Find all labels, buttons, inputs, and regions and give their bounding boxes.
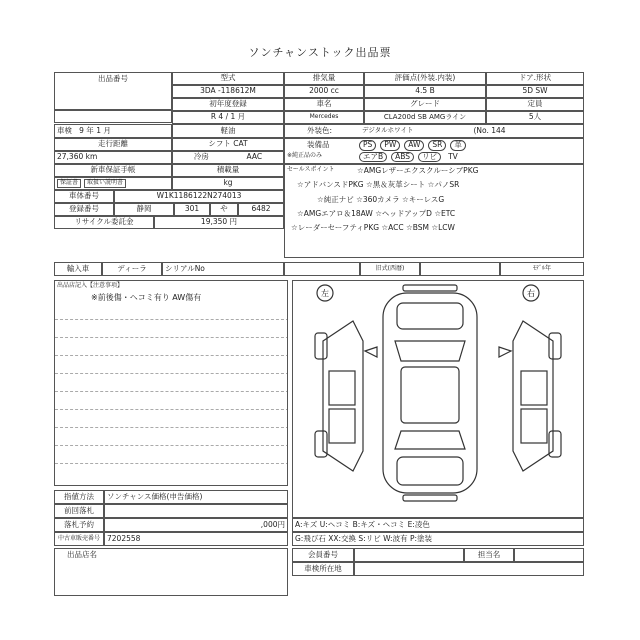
rep-value bbox=[514, 548, 584, 562]
prev-bid-value bbox=[104, 504, 288, 518]
first-reg-value: R 4 / 1 月 bbox=[172, 111, 284, 124]
note-rule bbox=[55, 445, 288, 446]
trunk bbox=[397, 457, 463, 485]
load-value: kg bbox=[172, 177, 284, 190]
make-value: Mercedes bbox=[284, 111, 364, 124]
plate-kana: や bbox=[210, 203, 238, 216]
chassis-label: 車体番号 bbox=[54, 190, 114, 203]
note-rule bbox=[55, 409, 288, 410]
capacity-label: 定員 bbox=[486, 98, 584, 111]
model-year-label: ﾓﾃﾞﾙ年 bbox=[500, 262, 584, 276]
bid-label: 落札予約 bbox=[54, 518, 104, 532]
plate-no: 6482 bbox=[238, 203, 284, 216]
front-bumper bbox=[403, 285, 457, 291]
note-rule bbox=[55, 337, 288, 338]
store-label: 出品店名 bbox=[67, 550, 97, 559]
shift-label: シフト CAT bbox=[172, 138, 284, 151]
manual-option-instructions: 取扱い説明書 bbox=[84, 179, 126, 188]
equip-rear-camera: リビ bbox=[418, 152, 441, 162]
right-front-door bbox=[521, 371, 547, 405]
displacement-label: 排気量 bbox=[284, 72, 364, 85]
import-label: 輸入車 bbox=[54, 262, 102, 276]
equipment-label: 装備品 bbox=[307, 140, 330, 150]
equip-sr: SR bbox=[428, 140, 446, 150]
exterior-color-cell bbox=[284, 124, 584, 138]
prev-bid-label: 前回落札 bbox=[54, 504, 104, 518]
legend-line-2: G:飛び石 XX:交換 S:リビ W:波有 P:塗装 bbox=[292, 532, 584, 546]
rating-label: 評価点(外装.内装) bbox=[364, 72, 486, 85]
import-dealer: ディーラ bbox=[102, 262, 162, 276]
member-label: 会員番号 bbox=[292, 548, 354, 562]
door-label: ドア.形状 bbox=[486, 72, 584, 85]
windshield bbox=[395, 341, 465, 361]
legend-line-1: A:キズ U:ヘコミ B:キズ・ヘコミ E:凌色 bbox=[292, 518, 584, 532]
notes-header: 出品店記入【注意事項】 bbox=[57, 282, 124, 289]
model-value: 3DA -118612M bbox=[172, 85, 284, 98]
inspection-value: 9 年 1 月 bbox=[79, 125, 111, 135]
grade-label: グレード bbox=[364, 98, 486, 111]
location-label: 車検所在地 bbox=[292, 562, 354, 576]
first-reg-label: 初年度登録 bbox=[172, 98, 284, 111]
equipment-top-row bbox=[287, 140, 468, 150]
sale-method-label: 指値方法 bbox=[54, 490, 104, 504]
plate-area: 静岡 bbox=[114, 203, 174, 216]
notes-panel bbox=[54, 280, 288, 486]
equip-aw: AW bbox=[404, 140, 424, 150]
note-rule bbox=[55, 355, 288, 356]
member-no-value: 7202558 bbox=[104, 532, 288, 546]
sales-point-label: セールスポイント bbox=[287, 166, 335, 173]
recycle-label: リサイクル委託金 bbox=[54, 216, 154, 229]
right-mirror bbox=[499, 347, 511, 357]
capacity-value: 5人 bbox=[486, 111, 584, 124]
exhibit-sheet bbox=[54, 72, 584, 596]
exterior-color-value: デジタルホワイト bbox=[362, 126, 414, 135]
left-mirror bbox=[365, 347, 377, 357]
rating-value: 4.5 B bbox=[364, 85, 486, 98]
location-value bbox=[354, 562, 584, 576]
sales-point-row-1 bbox=[287, 167, 581, 175]
sheet-title: ソンチャンストック出品票 bbox=[248, 46, 392, 59]
aircon-value: AAC bbox=[246, 152, 263, 162]
manual-option-warranty: 保証書 bbox=[57, 179, 81, 188]
exhibit-no-cell bbox=[54, 72, 172, 110]
car-diagram bbox=[293, 281, 583, 517]
left-rear-door bbox=[329, 409, 355, 443]
fuel-value: 軽油 bbox=[172, 124, 284, 138]
equipment-cell bbox=[284, 138, 584, 164]
mileage-value: 27,360 km bbox=[54, 151, 172, 164]
left-front-door bbox=[329, 371, 355, 405]
blank-cell bbox=[54, 110, 172, 123]
rep-label: 担当名 bbox=[464, 548, 514, 562]
manual-options bbox=[54, 177, 172, 190]
equip-leather: 革 bbox=[450, 140, 466, 150]
manual-label: 新車保証手帳 bbox=[54, 164, 172, 177]
equip-abs: ABS bbox=[391, 152, 414, 162]
equip-tv: TV bbox=[448, 151, 458, 161]
inspection-cell bbox=[54, 124, 172, 138]
sales-point-3: ☆純正ナビ ☆360カメラ ☆キーレスG bbox=[317, 194, 445, 204]
exhibit-no-label: 出品番号 bbox=[98, 74, 128, 83]
blank-serial bbox=[284, 262, 360, 276]
bid-value: ,000円 bbox=[104, 518, 288, 532]
rear-bumper bbox=[403, 495, 457, 501]
grade-value: CLA200d SB AMGライン bbox=[364, 111, 486, 124]
note-rule bbox=[55, 463, 288, 464]
note-rule bbox=[55, 427, 288, 428]
old-model-label: 旧式(西暦) bbox=[360, 262, 420, 276]
note-rule bbox=[55, 319, 288, 320]
load-label: 積載量 bbox=[172, 164, 284, 177]
plate-class: 301 bbox=[174, 203, 210, 216]
aircon-label: 冷房 bbox=[193, 152, 209, 162]
note-rule bbox=[55, 391, 288, 392]
equip-ps: PS bbox=[359, 140, 376, 150]
member-no-label: 中古車販売番号 bbox=[54, 532, 104, 546]
color-no-value: (No. 144 bbox=[473, 125, 506, 135]
displacement-value: 2000 cc bbox=[284, 85, 364, 98]
sales-point-5: ☆レーダーセーフティPKG ☆ACC ☆BSM ☆LCW bbox=[291, 223, 455, 232]
sales-point-4: ☆AMGエアロ＆18AW ☆ヘッドアップD ☆ETC bbox=[297, 208, 456, 218]
sales-point-1: ☆AMGレザーエクスクルーシブPKG bbox=[357, 166, 479, 175]
equip-airbag: エアB bbox=[359, 152, 387, 162]
note-rule bbox=[55, 373, 288, 374]
serial-label: シリアルNo bbox=[162, 262, 284, 276]
exterior-color-label: 外装色: bbox=[307, 125, 333, 135]
plate-label: 登録番号 bbox=[54, 203, 114, 216]
chassis-value: W1K1186122N274013 bbox=[114, 190, 284, 203]
left-front-wheel bbox=[315, 333, 327, 359]
door-value: 5D SW bbox=[486, 85, 584, 98]
equipment-bottom-row bbox=[287, 152, 463, 162]
sale-method-value: ソンチャンス価格(申告価格) bbox=[104, 490, 288, 504]
make-label: 車名 bbox=[284, 98, 364, 111]
right-rear-door bbox=[521, 409, 547, 443]
left-marker: 左 bbox=[321, 289, 329, 298]
right-marker: 右 bbox=[527, 289, 535, 298]
model-label: 型式 bbox=[172, 72, 284, 85]
damage-diagram-panel bbox=[292, 280, 584, 518]
sales-point-2: ☆アドバンスドPKG ☆黒＆灰革シート ☆パノSR bbox=[297, 180, 460, 190]
aircon-cell bbox=[172, 151, 284, 164]
store-name-cell bbox=[54, 548, 288, 596]
notes-line-1: ※前後傷・ヘコミ有り AW傷有 bbox=[91, 292, 202, 302]
rear-window bbox=[395, 431, 465, 449]
sales-points-cell bbox=[284, 164, 584, 258]
old-model-value bbox=[420, 262, 500, 276]
recycle-value: 19,350 円 bbox=[154, 216, 284, 229]
right-front-wheel bbox=[549, 333, 561, 359]
inspection-label: 車検 bbox=[57, 125, 72, 135]
mileage-label: 走行距離 bbox=[54, 138, 172, 151]
hood bbox=[397, 303, 463, 329]
roof bbox=[401, 367, 459, 423]
equip-pw: PW bbox=[380, 140, 400, 150]
member-value bbox=[354, 548, 464, 562]
equipment-note: ※純正品のみ bbox=[287, 152, 323, 160]
